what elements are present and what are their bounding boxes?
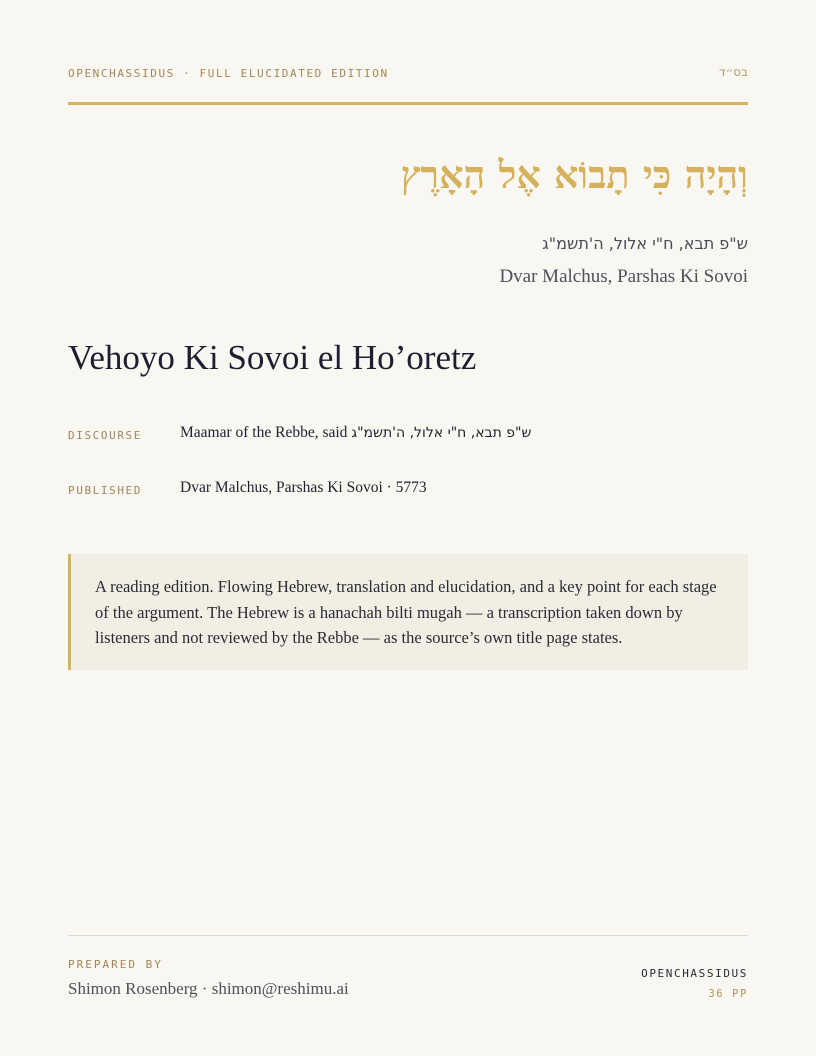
page-title: Vehoyo Ki Sovoi el Ho’oretz bbox=[68, 338, 477, 377]
hebrew-date: ש"פ תבא, ח"י אלול, ה'תשמ"ג bbox=[542, 234, 748, 253]
discourse-row bbox=[68, 424, 748, 448]
discourse-label: DISCOURSE bbox=[68, 429, 143, 442]
edition-note bbox=[68, 554, 748, 670]
prepared-by-value: Shimon Rosenberg · shimon@reshimu.ai bbox=[68, 979, 349, 998]
hebrew-title: וְהָיָה כִּי תָבוֹא אֶל הָאָרֶץ bbox=[400, 152, 748, 197]
edition-note-text: A reading edition. Flowing Hebrew, translation and elucidation, and a key point for each stage of the argument. The Hebrew is a hanachah bilti mugah — a transcription taken down by listeners and not reviewed by the Rebbe — as the source’s own title page states. bbox=[95, 577, 717, 647]
series-label: OPENCHASSIDUS · FULL ELUCIDATED EDITION bbox=[68, 67, 389, 80]
prepared-by-label: PREPARED BY bbox=[68, 958, 163, 971]
bsd-mark: בס״ד bbox=[718, 65, 748, 79]
discourse-value bbox=[180, 424, 531, 442]
brand-name: OPENCHASSIDUS bbox=[641, 967, 748, 980]
published-row bbox=[68, 479, 748, 503]
discourse-text: Maamar of the Rebbe, said bbox=[180, 424, 352, 441]
published-value: Dvar Malchus, Parshas Ki Sovoi · 5773 bbox=[180, 479, 427, 496]
page-count: 36 PP bbox=[708, 988, 748, 1000]
discourse-hebrew-date: ש"פ תבא, ח"י אלול, ה'תשמ"ג bbox=[351, 425, 532, 441]
page-header bbox=[68, 64, 748, 105]
source-line: Dvar Malchus, Parshas Ki Sovoi bbox=[499, 266, 748, 287]
published-label: PUBLISHED bbox=[68, 484, 143, 497]
page-footer bbox=[68, 935, 748, 1016]
